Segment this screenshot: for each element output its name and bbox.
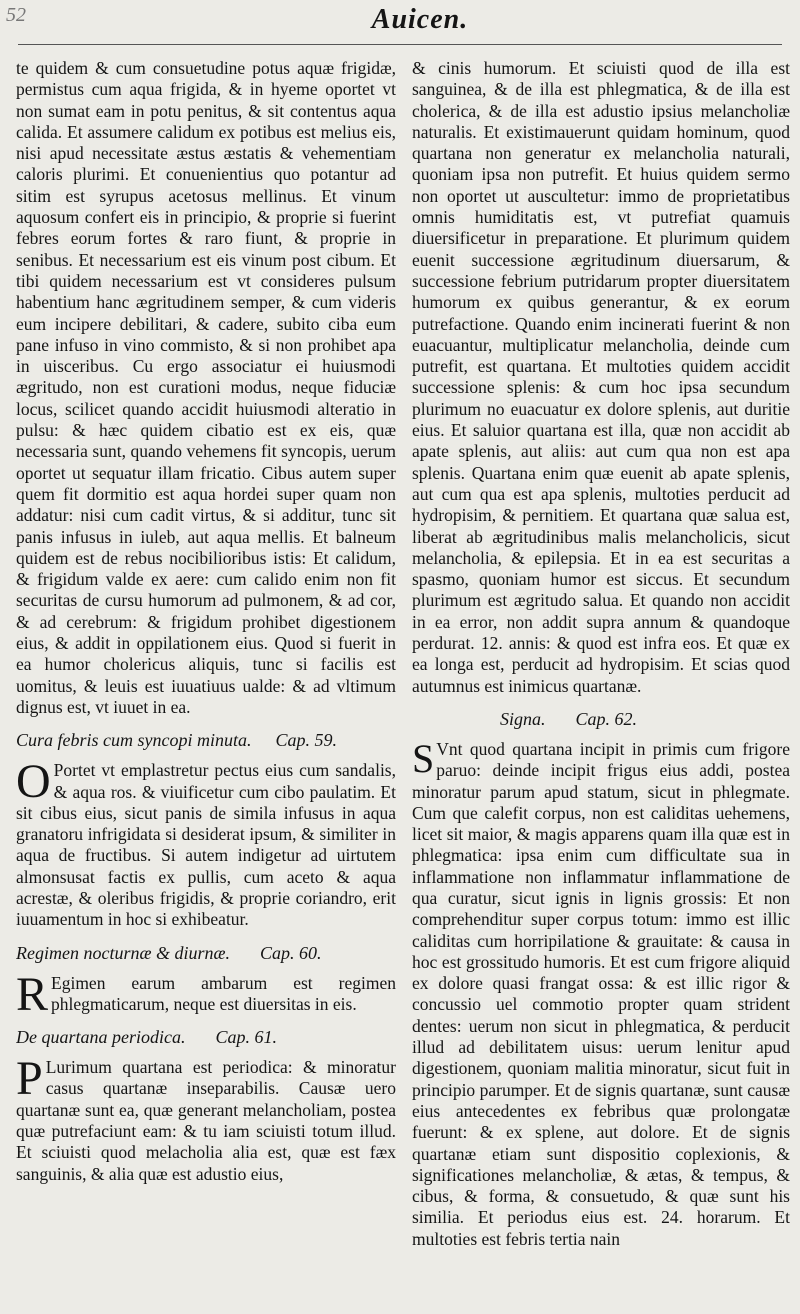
chapter-heading-59 xyxy=(16,728,396,752)
chapter-number: 62. xyxy=(614,708,638,729)
chapter-number: 60. xyxy=(299,942,322,963)
chapter-cap-label: Cap. xyxy=(260,942,295,963)
chapter-heading-62 xyxy=(412,707,790,731)
chapter-cap-label: Cap. xyxy=(575,708,611,729)
paragraph xyxy=(412,735,790,1250)
header-rule xyxy=(18,44,782,45)
chapter-cap-label: Cap. xyxy=(215,1027,250,1048)
paragraph xyxy=(16,755,396,930)
chapter-heading-60 xyxy=(16,941,396,965)
chapter-number: 59. xyxy=(314,730,338,751)
paragraph: te quidem & cum consuetudine potus aquæ frigidæ, permistus cum aqua frigida, & in hyeme oportet vt non sumat eam in potu penitus, & sit contentus aqua calida. Et assumere calidum ex potibus est melius eis, nisi apud necessitate æstus æstatis & vehementiam caloris plurimi. Et conuenientius quo potantur ad sitim est syrupus acetosus mellinus. Et vinum aquosum confert eis in principio, & proprie si fuerint febres eorum fortes & raro fiunt, & proprie in senibus. Et necessarium est eis vinum post cibum. Et tibi quidem necessarium est vt consideres pulsum habentium hanc ægritudinem semper, & cum videris eum incipere debilitari, & cadere, subito ciba eum pane infuso in vino commisto, & si non prohibet apa in uisceribus. Cu ergo associatur ei huiusmodi ægritudo, non est curationi modus, neque fiduciæ locus, scilicet quando accidit huiusmodi alteratio in pulsu: & hæc quidem cibatio est ex eis, quæ necessaria sunt, quando vehemens fit syncopis, uerum oportet ut sequatur illam fricatio. Cibus autem super quem fit dormitio est aqua hordei super quam non addatur: nisi cum cadit virtus, & si additur, tunc sit panis infusus in iuleb, aut aqua mellis. Et balneum quidem est de rebus nocibilioribus istis: Et calidum, & frigidum valde ex aere: cum calido enim non fit securitas de cursu humorum ad pulmonem, & ad cor, & ad cerebrum: & frigidum prohibet digestionem eius, & addit in oppilationem eius. Quod si fuerit in ea humor cholericus aliquis, tunc si facilis est uomitus, & leuis est iuuatiuus ualde: & ad vltimum dignus est, vt iuuet in ea. xyxy=(16,58,396,717)
drop-cap: S xyxy=(412,735,435,781)
drop-cap: P xyxy=(16,1052,43,1106)
paragraph xyxy=(16,1052,396,1185)
chapter-text: Egimen earum ambarum est regimen phlegmaticarum, neque est diuersitas in eis. xyxy=(51,972,396,1014)
chapter-text: Lurimum quartana est periodica: & minoratur casus quartanæ inseparabilis. Causæ uero quartanæ sunt ea, quæ generant melancholiam, postea quæ putrefaciunt eam: & tu iam sciuisti totum illud. Et sciuisti quod melacholia alia est, quæ est fæx sanguinis, & alia quæ est adustio eius, xyxy=(16,1057,396,1184)
chapter-text: Portet vt emplastretur pectus eius cum sandalis, & aqua ros. & viuificetur cum cibo paulatim. Et sit cibus eius, sicut panis de simila infusus in aqua granatoru infrigidata si desiderat ipsum, & similiter in aqua de fructibus. Si autem indigetur ad uirtutem almonsusat factis ex pullis, cum aceto & aqua acrestæ, & oleribus frigidis, & proprie coriandro, erit iuuamentum in hoc si exhibeatur. xyxy=(16,760,396,930)
chapter-title: Regimen nocturnæ & diurnæ. xyxy=(16,942,230,963)
folio-number: 52 xyxy=(6,4,26,26)
right-column xyxy=(412,58,790,1306)
chapter-number: 61. xyxy=(254,1027,277,1048)
chapter-text: Vnt quod quartana incipit in primis cum frigore paruo: deinde incipit frigus eius addi, postea minoratur parum apud statum, sicut in phlegmate. Cum que calefit corpus, non est caliditas uehemens, licet sit maior, & magis apparens quam illa quæ est in phlegmatica: ipsa enim cum difficultate sua in inflammatione non inflammatur inflammatione de qua curatur, sicut ignis in lignis grossis: Et non comprehenditur super corpus totum: immo est illic caliditas cum horripilatione & grauitate: & causa in hoc est grossitudo humoris. Et est cum frigore aliquid ex dolore quasi frangat ossa: & est illic rigor & concussio uel commotio propter quam strident dentes: uerum non sicut in phlegmatica, & perducit illud ad debilitatem uisus: uerum lenitur apud digestionem, quoniam malitia minoratur, sicut fuit in principio parumper. Et de signis quartanæ, sunt causæ eius antecedentes ex febribus quæ prolongatæ fuerunt: & ex splene, aut dolore. Et de signis quartanæ etiam sunt dispositio coplexionis, & significationes melancholiæ, & ætas, & tempus, & cibus, & forma, & consuetudo, & quæ sunt his similia. Et periodus eius est. 24. horarum. Et multoties est febris tertia nain xyxy=(412,738,790,1249)
paragraph: & cinis humorum. Et sciuisti quod de illa est sanguinea, & de illa est phlegmatica, & de illa est cholerica, & de illa est adustio ipsius melancholiæ naturalis. Et existimauerunt quidam hominum, quod quartana non generatur ex melancholia naturali, quoniam ipsa non putrefit. Et huius quidem sermo non oportet ut auscultetur: immo de proprietatibus omnis humiditatis est, vt putrefiat quamuis diuersificetur in preparatione. Et plurimum quidem euenit successione ægritudinum diuersarum, & successione febrium putridarum propter diuersitatem humorum ex quibus generantur, & ex eorum putrefactione. Quando enim incinerati fuerint & non euacuantur, multiplicatur melancholia, deinde cum putrefit, est quartana. Et multoties quidem accidit successione splenis: & cum hoc ipsa secundum plurimum no euacuatur ex dolore splenis, aut duritie eius. Et saluior quartana est illa, quæ non accidit ab apate splenis, aut aliis: aut cum qua non est apa splenis. Quartana enim quæ euenit ab apate splenis, aut cum qua est apa splenis, multoties perducit ad hydropisim, & pernitiem. Et quartana quæ salua est, liberat ab ægritudinibus malis melancholicis, sicut melancholia, & epilepsia. Et in ea est securitas a spasmo, quoniam humor est siccus. Et secundum plurimum est ægritudo salua. Et quando non accidit in ea error, non addit supra annum & quandoque perdurat. 12. annis: & quod est infra eos. Et quæ ex ea longa est, perducit ad hydropisim. Et scias quod autumnus est inimicus quartanæ. xyxy=(412,58,790,696)
chapter-title: Cura febris cum syncopi minuta. xyxy=(16,730,252,751)
chapter-heading-61 xyxy=(16,1025,396,1049)
chapter-title: Signa. xyxy=(500,708,546,729)
left-column xyxy=(16,58,396,1306)
drop-cap: R xyxy=(16,967,49,1021)
running-title: Auicen. xyxy=(371,4,469,35)
drop-cap: O xyxy=(16,755,51,809)
paragraph xyxy=(16,967,396,1021)
chapter-title: De quartana periodica. xyxy=(16,1027,186,1048)
chapter-cap-label: Cap. xyxy=(275,730,311,751)
